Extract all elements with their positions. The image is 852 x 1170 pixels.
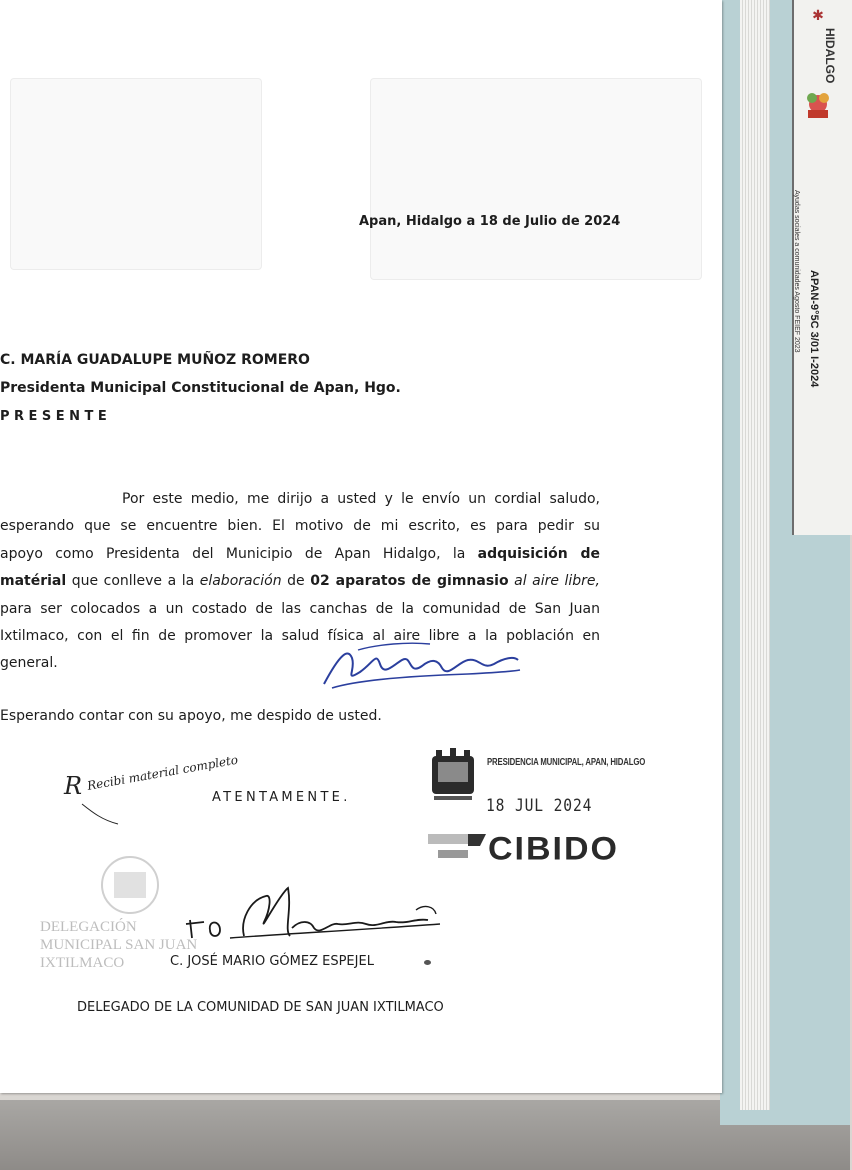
svg-text:HIDALGO: HIDALGO	[823, 28, 837, 84]
body-line: esperando que se encuentre bien. El motivo de mi escrito, es para pedir su	[0, 518, 600, 535]
svg-text:R: R	[64, 772, 83, 800]
addressee-name: C. MARÍA GUADALUPE MUÑOZ ROMERO	[0, 352, 310, 368]
stamp-title: PRESIDENCIA MUNICIPAL, APAN, HIDALGO	[487, 757, 646, 768]
faint-delegation-stamp: DELEGACIÓN MUNICIPAL SAN JUAN IXTILMACO	[40, 919, 198, 971]
signer-role: DELEGADO DE LA COMUNIDAD DE SAN JUAN IXTILMACO	[77, 1000, 444, 1015]
ink-mark	[424, 960, 431, 965]
addressee-title: Presidenta Municipal Constitucional de Apan, Hgo.	[0, 380, 401, 396]
body-italic: al aire libre,	[508, 573, 600, 590]
signer-name: C. JOSÉ MARIO GÓMEZ ESPEJEL	[170, 954, 374, 969]
delegate-signature	[180, 880, 450, 950]
folder-tab-subtitle: Ayudas sociales a comunidades Agosto FEIEF 2023	[793, 190, 800, 353]
body-bold: adquisición de	[477, 545, 600, 562]
body-bold: matérial	[0, 573, 67, 590]
body-text: que conlleve a la	[66, 573, 200, 590]
body-line	[0, 568, 600, 595]
body-line: general.	[0, 655, 58, 672]
stamp-partial-icon	[428, 832, 486, 862]
addressee-presente: PRESENTE	[0, 409, 112, 424]
show-through-id-card-back	[370, 78, 702, 280]
body-line: para ser colocados a un costado de las canchas de la comunidad de San Juan	[0, 600, 600, 617]
show-through-id-card	[10, 78, 262, 270]
handwritten-received-note	[58, 752, 240, 844]
presidency-signature	[318, 636, 523, 694]
folder-tab-code: APAN-9°5C 3/01 I-2024	[808, 270, 820, 388]
page-stack-edge	[740, 0, 770, 1110]
body-bold: 02 aparatos de gimnasio	[310, 573, 509, 590]
svg-text:✱: ✱	[812, 8, 824, 24]
municipal-emblem-icon	[428, 748, 478, 802]
body-text: apoyo como Presidenta del Municipio de Apan Hidalgo, la	[0, 545, 478, 562]
closing-line: Esperando contar con su apoyo, me despido de usted.	[0, 708, 382, 724]
handwritten-note-text: Recibi material completo	[86, 752, 240, 793]
body-line	[0, 541, 600, 568]
letter-date: Apan, Hidalgo a 18 de Julio de 2024	[359, 214, 621, 229]
stamp-date: 18 JUL 2024	[486, 796, 593, 816]
atentamente: ATENTAMENTE.	[212, 790, 351, 805]
body-text: de	[281, 573, 311, 590]
faint-delegation-seal	[90, 850, 170, 920]
stamp-received: CIBIDO	[488, 830, 619, 868]
body-line: Ixtilmaco, con el fin de promover la salud física al aire libre a la población en	[0, 627, 600, 644]
hidalgo-logo-icon	[796, 6, 840, 126]
body-line: Por este medio, me dirijo a usted y le envío un cordial saludo,	[122, 491, 600, 507]
body-italic: elaboración	[199, 573, 282, 590]
